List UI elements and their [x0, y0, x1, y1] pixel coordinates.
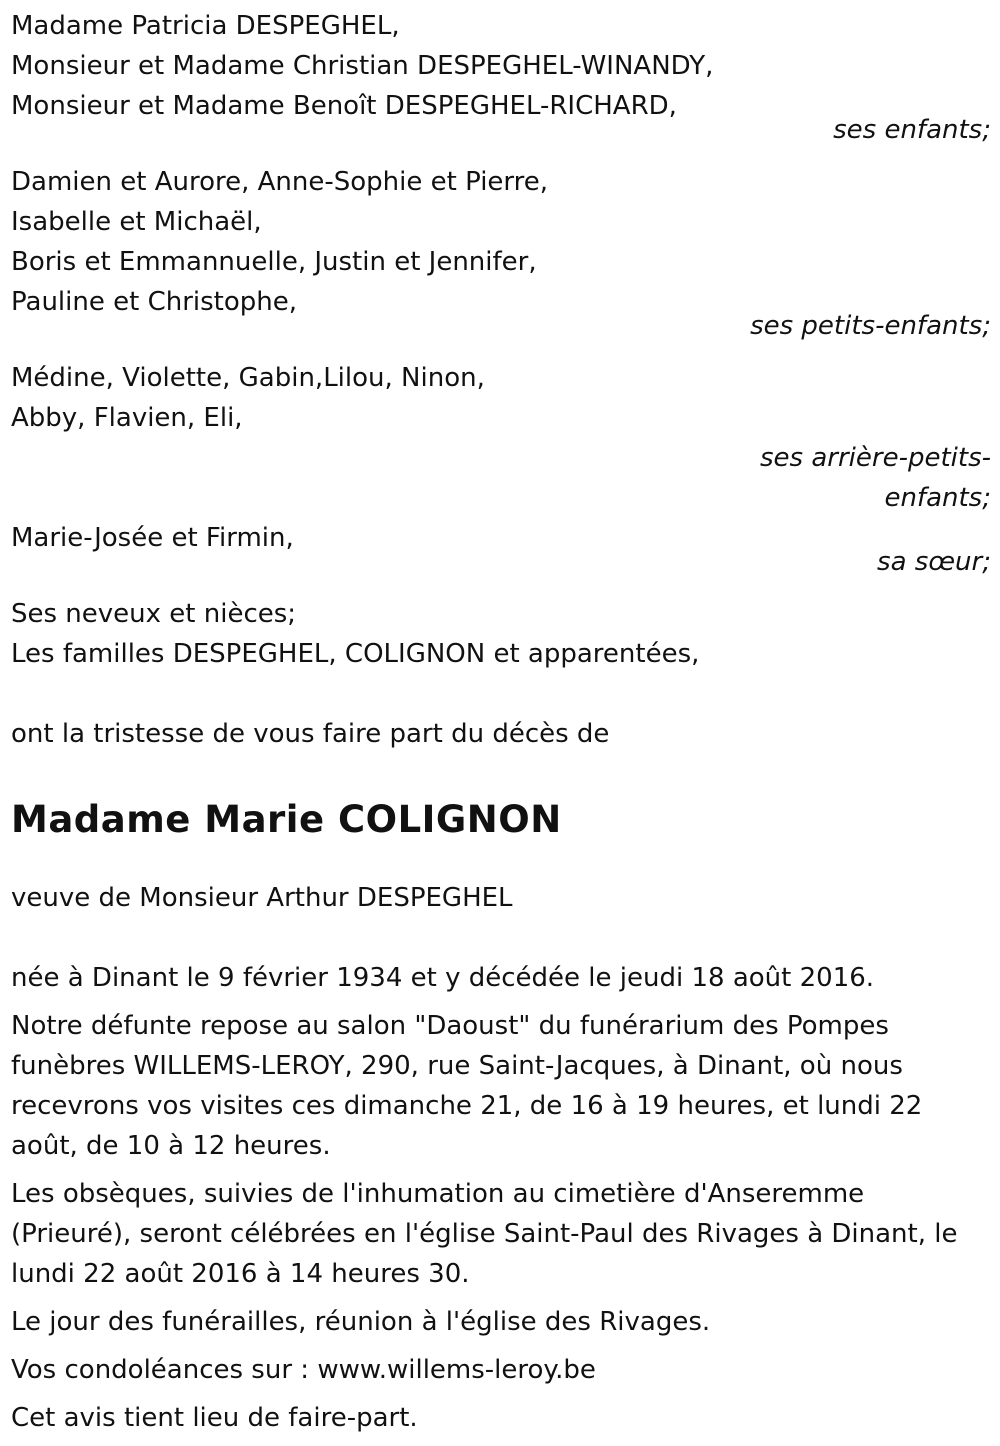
- death-notice: [11, 6, 991, 1446]
- birth-death-text: née à Dinant le 9 février 1934 et y décédée le jeudi 18 août 2016.: [11, 963, 875, 993]
- family-line: Les familles DESPEGHEL, COLIGNON et apparentées,: [11, 639, 700, 669]
- widow-of-text: veuve de Monsieur Arthur DESPEGHEL: [11, 883, 513, 913]
- closing-text: Cet avis tient lieu de faire-part.: [11, 1403, 418, 1433]
- condolences-text: Vos condoléances sur : www.willems-leroy.be: [11, 1355, 596, 1385]
- visitation-text: Notre défunte repose au salon "Daoust" du funérarium des Pompes funèbres WILLEMS-LEROY, 290, rue Saint-Jacques, à Dinant, où nous recevrons vos visites ces dimanche 21, de 16 à 19 heures, et lundi 22 août, de 10 à 12 heures.: [11, 1011, 923, 1161]
- relation-label: ses arrière-petits-: [760, 443, 991, 473]
- family-line: Monsieur et Madame Christian DESPEGHEL-WINANDY,: [11, 51, 714, 81]
- family-line: Pauline et Christophe,: [11, 287, 297, 317]
- relation-label: sa sœur;: [877, 547, 991, 577]
- relation-label: ses enfants;: [833, 115, 991, 145]
- family-line: Marie-Josée et Firmin,: [11, 523, 294, 553]
- children-section: [11, 6, 991, 150]
- family-line: Damien et Aurore, Anne-Sophie et Pierre,: [11, 167, 549, 197]
- great-grandchildren-section: [11, 358, 991, 518]
- relation-label: ses petits-enfants;: [750, 311, 991, 341]
- funeral-text: Les obsèques, suivies de l'inhumation au cimetière d'Anseremme (Prieuré), seront célébrées en l'église Saint-Paul des Rivages à Dinant, le lundi 22 août 2016 à 14 heures 30.: [11, 1179, 958, 1289]
- family-line: Madame Patricia DESPEGHEL,: [11, 11, 400, 41]
- family-line: Médine, Violette, Gabin,Lilou, Ninon,: [11, 363, 485, 393]
- deceased-name: Madame Marie COLIGNON: [11, 798, 562, 841]
- grandchildren-section: [11, 162, 991, 346]
- family-line: Ses neveux et nièces;: [11, 599, 297, 629]
- other-relatives-section: [11, 594, 991, 674]
- relation-label: enfants;: [884, 483, 991, 513]
- announcement-text: ont la tristesse de vous faire part du décès de: [11, 719, 610, 749]
- meeting-text: Le jour des funérailles, réunion à l'église des Rivages.: [11, 1307, 711, 1337]
- family-line: Abby, Flavien, Eli,: [11, 403, 243, 433]
- sister-section: [11, 518, 991, 582]
- family-line: Isabelle et Michaël,: [11, 207, 262, 237]
- family-line: Boris et Emmannuelle, Justin et Jennifer,: [11, 247, 537, 277]
- family-line: Monsieur et Madame Benoît DESPEGHEL-RICHARD,: [11, 91, 677, 121]
